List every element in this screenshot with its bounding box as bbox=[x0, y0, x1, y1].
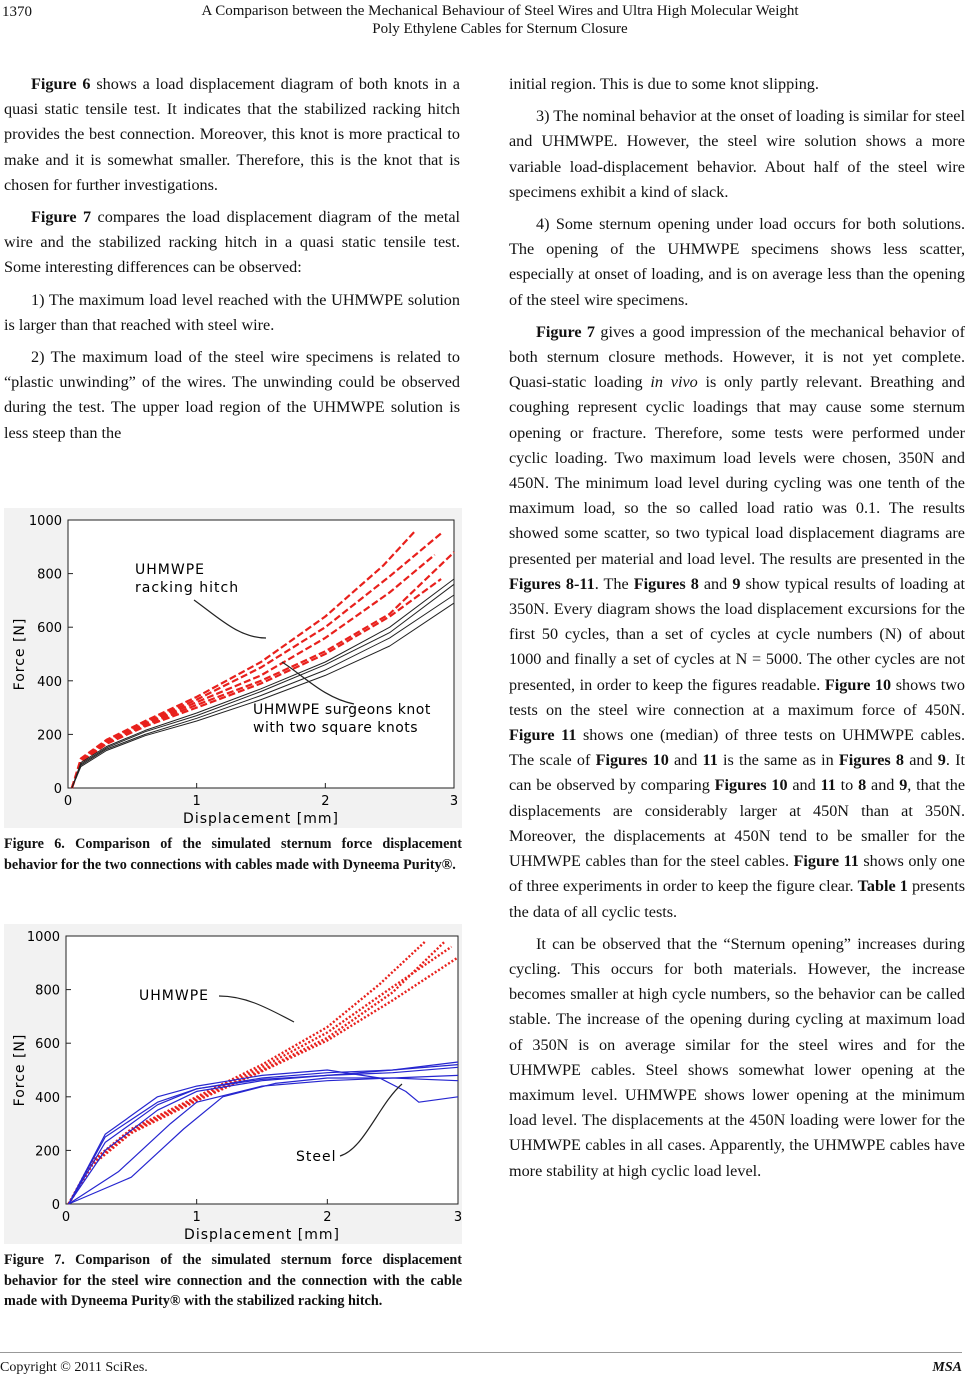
paragraph bbox=[4, 205, 460, 281]
y-tick-label: 1000 bbox=[28, 514, 62, 529]
figure-ref: Figures 8 bbox=[838, 751, 905, 770]
text-run: shows two tests on the steel wire connection at a maximum force of 450N. bbox=[509, 675, 965, 719]
figure-ref: Figures 8 bbox=[633, 574, 699, 593]
text-run: show typical results of loading at 350N. Every diagram shows the load displacement excursions for the first 50 cycles, than a set of cycles at cycle numbers (N) of about 1000 and finally a set of cycles at N = 5000. The other cycles are not presented, in order to keep the figures readable. bbox=[509, 574, 966, 694]
text-run: and bbox=[668, 751, 703, 770]
annotation-racking-hitch-line2: racking hitch bbox=[135, 580, 240, 596]
running-head bbox=[60, 2, 940, 38]
text-run: shows only one of three experiments in order to keep the figure clear. bbox=[509, 852, 965, 896]
paragraph-text: shows a load displacement diagram of both knots in a quasi static tensile test. It indicates that the stabilized racking hitch provides the best connection. Moreover, this knot is more practical to make and it is somewhat smaller. Therefore, this is the knot that is chosen for further investigations. bbox=[4, 75, 460, 194]
running-head-line1: A Comparison between the Mechanical Behaviour of Steel Wires and Ultra High Molecular Weight bbox=[201, 3, 799, 19]
annotation-steel: Steel bbox=[296, 1149, 337, 1165]
text-run: . The bbox=[594, 574, 634, 593]
text-run: and bbox=[698, 574, 733, 593]
right-column bbox=[509, 72, 965, 1184]
annotation-surgeons-knot-line1: UHMWPE surgeons knot bbox=[253, 702, 431, 718]
paragraph: initial region. This is due to some knot slipping. bbox=[509, 75, 819, 93]
figure-ref: Figure 7 bbox=[536, 322, 596, 341]
x-tick-label: 0 bbox=[61, 1210, 71, 1225]
figure-7 bbox=[4, 924, 462, 1312]
y-tick-label: 600 bbox=[35, 1037, 60, 1053]
figure-ref: Figure 11 bbox=[509, 726, 577, 745]
y-tick-label: 400 bbox=[37, 674, 62, 690]
figure-ref: 11 bbox=[702, 751, 718, 770]
journal-name: MSA bbox=[932, 1360, 962, 1375]
y-tick-label: 0 bbox=[53, 782, 62, 797]
paragraph: 1) The maximum load level reached with the UHMWPE solution is larger than that reached with steel wire. bbox=[4, 290, 460, 334]
text-run: is only partly relevant. Breathing and coughing represent cyclic loadings that may cause some sternum opening or fracture. Therefore, some tests were performed under cyclic loading. Two maximum load levels were chosen, 350N and 450N. The minimum load level during cycling was one tenth of the maximum load, so the so called load ratio was 0.1. The results showed some scatter, so two typical load displacement diagrams are presented per material and load level. The results are presented in the bbox=[509, 373, 965, 568]
x-tick-label: 1 bbox=[192, 794, 201, 809]
x-axis-label: Displacement [mm] bbox=[183, 811, 339, 827]
y-tick-label: 200 bbox=[37, 728, 62, 744]
y-axis-label: Force [N] bbox=[12, 1033, 28, 1107]
figure-ref: 9 bbox=[937, 751, 946, 770]
figure-ref: 9 bbox=[899, 776, 908, 795]
text-run: shows one (median) of three tests on UHMWPE cables. The scale of bbox=[509, 726, 965, 770]
y-tick-label: 800 bbox=[35, 983, 60, 999]
figure-ref: Figures 8-11 bbox=[509, 574, 595, 593]
page-number: 1370 bbox=[2, 4, 32, 20]
x-tick-label: 2 bbox=[321, 794, 330, 809]
paragraph-text: compares the load displacement diagram of the metal wire and the stabilized racking hitch in a quasi static tensile test. Some interesting differences can be observed: bbox=[4, 208, 461, 277]
figure-6-caption: Figure 6. Comparison of the simulated sternum force displacement behavior for the two connections with cables made with Dyneema Purity®. bbox=[4, 836, 462, 873]
y-tick-label: 600 bbox=[37, 621, 62, 637]
y-tick-label: 400 bbox=[35, 1090, 60, 1106]
text-run: and bbox=[866, 776, 900, 795]
x-axis-label: Displacement [mm] bbox=[184, 1227, 340, 1243]
figure-ref: 9 bbox=[732, 574, 741, 593]
figure-7-chart bbox=[4, 924, 462, 1244]
figure-6 bbox=[4, 508, 462, 875]
copyright: Copyright © 2011 SciRes. bbox=[0, 1360, 148, 1375]
running-head-line2: Poly Ethylene Cables for Sternum Closure bbox=[372, 21, 628, 37]
text-run: is the same as in bbox=[717, 751, 839, 770]
text-run: . It can be observed by comparing bbox=[509, 751, 965, 795]
text-run: and bbox=[904, 751, 938, 770]
figure-ref: Figures 10 bbox=[714, 776, 788, 795]
y-tick-label: 0 bbox=[51, 1198, 60, 1213]
text-run: to bbox=[835, 776, 859, 795]
figure-ref: Figure 10 bbox=[824, 675, 892, 694]
paragraph: 3) The nominal behavior at the onset of loading is similar for steel and UHMWPE. However, the steel wire solution shows a more variable load-displacement behavior. About half of the steel wire specimens exhibit a kind of slack. bbox=[509, 107, 965, 201]
paragraph: 4) Some sternum opening under load occurs for both solutions. The opening of the UHMWPE specimens shows less scatter, especially at onset of loading, and is on average less than the opening of the steel wire specimens. bbox=[509, 215, 965, 309]
annotation-racking-hitch-line1: UHMWPE bbox=[135, 562, 205, 578]
figure-ref: Figures 10 bbox=[595, 751, 669, 770]
figure-ref: Figure 11 bbox=[793, 852, 859, 871]
paragraph bbox=[4, 72, 460, 198]
text-run: and bbox=[787, 776, 821, 795]
x-tick-label: 3 bbox=[449, 794, 459, 809]
figure-ref: Figure 6 bbox=[31, 75, 91, 93]
figure-ref: 8 bbox=[858, 776, 867, 795]
text-run: , that the displacements are considerably larger at 450N than at 350N. Moreover, the displacements at 450N tend to be smaller for the UHMWPE cables than for the steel cables. bbox=[509, 776, 966, 871]
paragraph: It can be observed that the “Sternum opening” increases during cycling. This occurs for both materials. However, the increase becomes smaller at high cycle numbers, so the behavior can be called stable. The increase of the opening during cycling at maximum load of 350N is on average similar for the steel wires and for the UHMWPE cables. Steel shows somewhat lower opening at the maximum level. UHMWPE shows lower opening at the minimum load level. The displacements at the 450N loading were lower for the UHMWPE cables in all cases. Apparently, the UHMWPE cables have more stability at high cyclic load level. bbox=[509, 934, 965, 1180]
y-tick-label: 1000 bbox=[26, 930, 60, 945]
paragraph bbox=[509, 320, 965, 925]
figure-ref: Figure 7 bbox=[31, 208, 92, 227]
y-axis-label: Force [N] bbox=[12, 617, 28, 691]
paragraph: 2) The maximum load of the steel wire specimens is related to “plastic unwinding” of the wires. The unwinding could be observed during the test. The upper load region of the UHMWPE solution is less steep than the bbox=[4, 348, 460, 442]
left-column bbox=[4, 72, 460, 446]
x-tick-label: 2 bbox=[323, 1210, 332, 1225]
x-tick-label: 3 bbox=[453, 1210, 462, 1225]
text-run: presents the data of all cyclic tests. bbox=[509, 877, 965, 921]
figure-6-chart bbox=[4, 508, 462, 828]
text-run-italic: in vivo bbox=[650, 373, 698, 392]
annotation-uhmwpe: UHMWPE bbox=[139, 988, 209, 1004]
y-tick-label: 800 bbox=[37, 567, 62, 583]
footer-rule bbox=[0, 1352, 962, 1353]
y-tick-label: 200 bbox=[35, 1144, 60, 1160]
annotation-surgeons-knot-line2: with two square knots bbox=[253, 720, 419, 736]
x-tick-label: 1 bbox=[192, 1210, 201, 1225]
x-tick-label: 0 bbox=[63, 794, 73, 809]
table-ref: Table 1 bbox=[857, 877, 908, 896]
figure-ref: 11 bbox=[820, 776, 836, 795]
text-run: gives a good impression of the mechanical behavior of both sternum closure methods. However, it is not yet complete. Quasi-static loading bbox=[509, 322, 965, 392]
figure-7-caption: Figure 7. Comparison of the simulated sternum force displacement behavior for the steel wire connection and the connection with the cable made with Dyneema Purity® with the stabilized racking hitch. bbox=[4, 1252, 462, 1309]
